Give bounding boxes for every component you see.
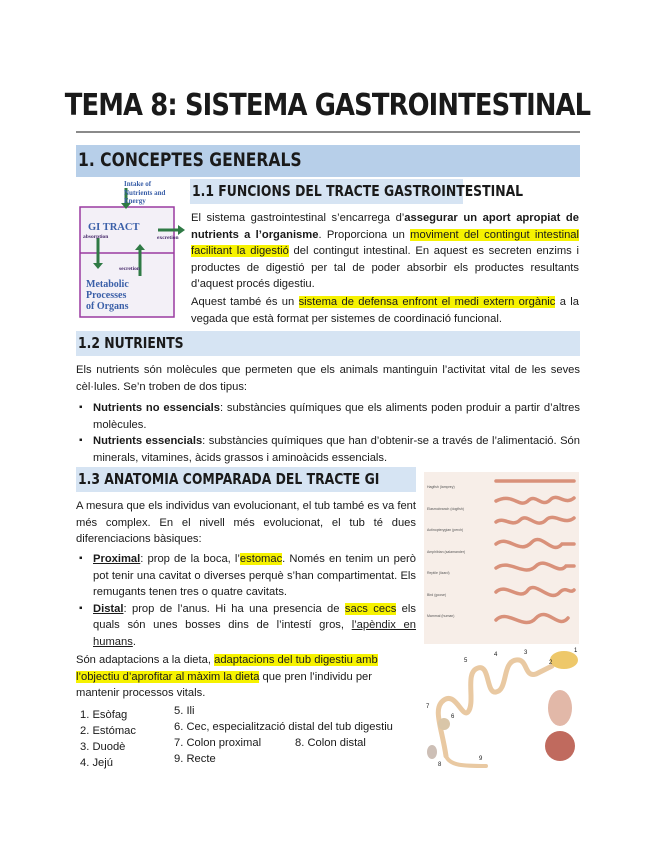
illus-label: 7	[426, 704, 430, 710]
diagram-gi-tract-label: GI TRACT	[88, 222, 140, 233]
organ-list-extra: 8. Colon distal	[295, 737, 366, 749]
section-1-3-adaptations: Són adaptacions a la dieta, adaptacions del tub digestiu amb l’objectiu d’aprofitar al màxim la dieta que pren l’individu per mantenir processos vitals.	[76, 654, 378, 699]
organ-list-left	[80, 707, 136, 771]
section-1-1-heading-text: 1.1 FUNCIONS DEL TRACTE GASTROINTESTINAL	[192, 182, 524, 200]
illus-label: 6	[451, 714, 455, 720]
list-item: 9. Recte	[174, 753, 216, 765]
section-1-heading-text: 1. CONCEPTES GENERALS	[78, 149, 302, 171]
list-item: 5. Ili	[174, 705, 195, 717]
list-item: 4. Jejú	[80, 757, 113, 769]
section-1-1-paragraph-2: Aquest també és un sistema de defensa enfront el medi extern orgànic a la vegada que està format per sistemes de coordinació funcional.	[191, 296, 579, 325]
list-item: 6. Cec, especialització distal del tub digestiu	[174, 721, 393, 733]
list-item: 2. Estómac	[80, 725, 136, 737]
page-title: TEMA 8: SISTEMA GASTROINTESTINAL	[64, 88, 591, 123]
illus-label: 1	[574, 648, 578, 654]
diagram-excretion-label: excretion	[157, 235, 179, 241]
list-item: ▪ Nutrients essencials: substàncies químiques que han d’obtenir-se a través de l’alimentació. Són minerals, vitamines, àcids grassos i aminoàcids essencials.	[76, 433, 580, 466]
comparative-labels: Hagfish (lamprey) Elasmobranch (dogfish) Actinopterygian (perch) Amphibian (salamander) Reptile (lizard) Bird (goose) Mammal (human)	[427, 485, 466, 618]
illus-label: 9	[479, 756, 483, 762]
section-1-heading	[76, 145, 580, 177]
illus-label: 2	[549, 660, 553, 666]
gi-illustration-svg	[424, 648, 579, 776]
list-item: ▪ Proximal: prop de la boca, l’estomac. Només en tenim un però pot tenir una cavitat o diverses perquè s’han compartimentat. Els remugants tenen tres o quatre cavitats.	[76, 551, 416, 601]
section-1-2-intro: Els nutrients són molècules que permeten que els animals mantinguin l’activitat vital de les seves cèl·lules. Se’n troben de dos tipus:	[76, 364, 580, 393]
section-1-2-heading	[76, 331, 580, 356]
illus-label: 5	[464, 658, 468, 664]
section-1-3-intro: A mesura que els individus van evolucionant, el tub també es va fent més complex. En el nivell més evolucionat, el tub té dues diferenciacions bàsiques:	[76, 500, 416, 545]
list-item: 3. Duodè	[80, 741, 126, 753]
illus-label: 8	[438, 762, 442, 768]
diagram-secretion-label: secretion	[119, 266, 140, 272]
diagram-absorption-label: absorption	[83, 234, 109, 240]
section-1-3-heading	[76, 467, 416, 492]
list-item: 1. Esòfag	[80, 709, 128, 721]
illus-label: 3	[524, 650, 528, 656]
section-1-3-heading-text: 1.3 ANATOMIA COMPARADA DEL TRACTE GI	[78, 470, 380, 488]
comparative-gi-figure	[424, 472, 579, 644]
gi-parts-list	[76, 551, 416, 650]
illus-label: 4	[494, 652, 498, 658]
diagram-metabolic-label: Metabolic Processes of Organs	[86, 279, 129, 312]
section-1-1-paragraph-1: El sistema gastrointestinal s’encarrega d’assegurar un aport apropiat de nutrients a l’organisme. Proporciona un moviment del contingut intestinal facilitant la digestió del contingut intestinal. En aquest es secreten enzims i productes de digestió per tal de poder absorbir els productes resultants d’aquest procés digestiu.	[191, 212, 579, 290]
nutrients-list	[76, 400, 580, 466]
list-item: ▪ Nutrients no essencials: substàncies químiques que els aliments poden produir a partir d’altres molècules.	[76, 400, 580, 433]
diagram-intake-label: Intake of Nutrients and Energy	[124, 180, 166, 205]
title-divider	[76, 131, 580, 133]
section-1-1-heading	[190, 179, 524, 204]
list-item: 7. Colon proximal	[174, 737, 262, 749]
section-1-2-heading-text: 1.2 NUTRIENTS	[78, 334, 184, 352]
gi-tract-illustration	[424, 648, 579, 776]
gi-tract-diagram	[78, 178, 188, 323]
list-item: ▪ Distal: prop de l’anus. Hi ha una presencia de sacs cecs els quals són unes bosses dins de l’intestí gros, l’apèndix en humans.	[76, 601, 416, 651]
